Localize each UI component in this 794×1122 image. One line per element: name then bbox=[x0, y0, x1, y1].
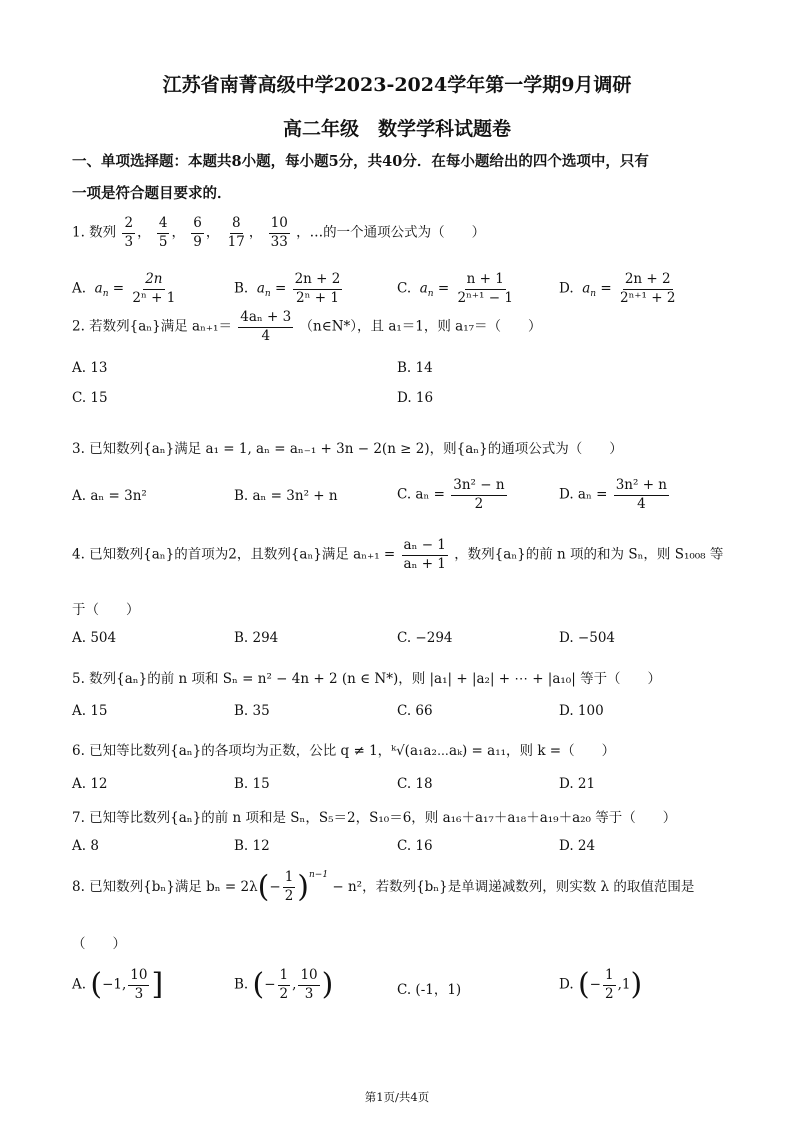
q4-line2: 于（ ） bbox=[72, 602, 140, 618]
q8-option-b: B. (− $\frac{1}{2}$ , $\frac{10}{3}$ ) bbox=[234, 967, 334, 1003]
question-6: 6. 已知等比数列{aₙ}的各项均为正数，公比 q ≠ 1，ᵏ√(a₁a₂⋯aₖ) = a₁₁，则 k =（ ） bbox=[72, 743, 616, 759]
page-title: 江苏省南菁高级中学2023-2024学年第一学期9月调研 bbox=[162, 74, 632, 96]
q7-option-a: A. 8 bbox=[72, 838, 99, 854]
question-1: 1. 数列 $\frac{2}{3}$ ， $\frac{4}{5}$ ， $\frac{6}{9}$ ， $\frac{8}{17}$ ， $\frac{10}{33}$ ，…的一个通项公式为（ ） bbox=[72, 215, 486, 250]
q1-frac-4: $\frac{8}{17}$ bbox=[227, 215, 245, 250]
section-heading-line1: 一、单项选择题：本题共8小题，每小题5分，共40分．在每小题给出的四个选项中，只有 bbox=[72, 153, 649, 170]
q1-frac-3: $\frac{6}{9}$ bbox=[193, 215, 202, 250]
q8-line2: （ ） bbox=[72, 936, 126, 952]
q5-option-c: C. 66 bbox=[397, 703, 433, 719]
q1-option-b: B. $a_n$ = $\frac{2n + 2}{\text{2ⁿ + 1}}$ bbox=[234, 271, 341, 306]
q1-suffix: ，…的一个通项公式为（ ） bbox=[296, 224, 486, 241]
q4-option-b: B. 294 bbox=[234, 630, 279, 646]
q5-option-b: B. 35 bbox=[234, 703, 270, 719]
q1-option-c: C. $a_n$ = $\frac{n + 1}{\text{2ⁿ⁺¹ − 1}}$ bbox=[397, 271, 513, 306]
q2-option-a: A. 13 bbox=[72, 360, 108, 376]
q3-option-c: C. aₙ = $\frac{\text{3n² − n}}{2}$ bbox=[397, 477, 505, 512]
q1-option-d: D. $a_n$ = $\frac{2n + 2}{\text{2ⁿ⁺¹ + 2}}$ bbox=[559, 271, 676, 306]
q7-option-b: B. 12 bbox=[234, 838, 270, 854]
q8-option-c: C. (-1，1) bbox=[397, 982, 462, 998]
q1-prefix: 1. 数列 bbox=[72, 224, 117, 241]
section-heading-line2: 一项是符合题目要求的． bbox=[72, 185, 232, 202]
q3-option-d: D. aₙ = $\frac{\text{3n² + n}}{4}$ bbox=[559, 477, 668, 512]
q4-option-c: C. −294 bbox=[397, 630, 453, 646]
q4-option-d: D. −504 bbox=[559, 630, 616, 646]
q1-option-a: A. $a_n$ = $\frac{2n}{\text{2ⁿ + 1}}$ bbox=[72, 271, 176, 306]
q7-option-c: C. 16 bbox=[397, 838, 433, 854]
question-4: 4. 已知数列{aₙ}的首项为2，且数列{aₙ}满足 aₙ₊₁ = $\frac{\text{aₙ − 1}}{\text{aₙ + 1}}$ ，数列{aₙ}的前 n 项的和为 Sₙ，则 S₁₀₀₈ 等 bbox=[72, 537, 724, 572]
q6-option-b: B. 15 bbox=[234, 776, 270, 792]
q3-option-a: A. aₙ = 3n² bbox=[72, 488, 147, 504]
question-5: 5. 数列{aₙ}的前 n 项和 Sₙ = n² − 4n + 2 (n ∈ N*)，则 |a₁| + |a₂| + ⋯ + |a₁₀| 等于（ ） bbox=[72, 671, 662, 687]
q5-option-d: D. 100 bbox=[559, 703, 604, 719]
question-3: 3. 已知数列{aₙ}满足 a₁ = 1, aₙ = aₙ₋₁ + 3n − 2(n ≥ 2)，则{aₙ}的通项公式为（ ） bbox=[72, 441, 623, 457]
q6-option-d: D. 21 bbox=[559, 776, 596, 792]
q8-option-a: A. (−1, $\frac{10}{3}$ ] bbox=[72, 967, 164, 1003]
question-8: 8. 已知数列{bₙ}满足 bₙ = 2λ(− $\frac{1}{2}$ )$^{n-1}$ − n²，若数列{bₙ}是单调递减数列，则实数 λ 的取值范围是 bbox=[72, 869, 695, 905]
q6-option-c: C. 18 bbox=[397, 776, 433, 792]
page-subtitle: 高二年级 数学学科试题卷 bbox=[282, 118, 511, 140]
page-footer: 第1页/共4页 bbox=[364, 1090, 430, 1104]
q3-option-b: B. aₙ = 3n² + n bbox=[234, 488, 338, 504]
q1-frac-2: $\frac{4}{5}$ bbox=[158, 215, 168, 250]
q2-option-d: D. 16 bbox=[397, 390, 434, 406]
q2-option-c: C. 15 bbox=[72, 390, 108, 406]
q5-option-a: A. 15 bbox=[72, 703, 108, 719]
q1-frac-1: $\frac{2}{3}$ bbox=[124, 215, 134, 250]
q6-option-a: A. 12 bbox=[72, 776, 108, 792]
q1-frac-5: $\frac{10}{33}$ bbox=[270, 215, 288, 250]
question-2: 2. 若数列{aₙ}满足 aₙ₊₁＝ $\frac{\text{4aₙ + 3}}{4}$ （n∈N*），且 a₁＝1，则 a₁₇＝（ ） bbox=[72, 309, 542, 344]
question-7: 7. 已知等比数列{aₙ}的前 n 项和是 Sₙ，S₅＝2，S₁₀＝6，则 a₁₆＋a₁₇＋a₁₈＋a₁₉＋a₂₀ 等于（ ） bbox=[72, 810, 677, 826]
q4-option-a: A. 504 bbox=[72, 630, 117, 646]
q7-option-d: D. 24 bbox=[559, 838, 596, 854]
q2-option-b: B. 14 bbox=[397, 360, 433, 376]
q8-option-d: D. (− $\frac{1}{2}$ ,1) bbox=[559, 967, 643, 1003]
